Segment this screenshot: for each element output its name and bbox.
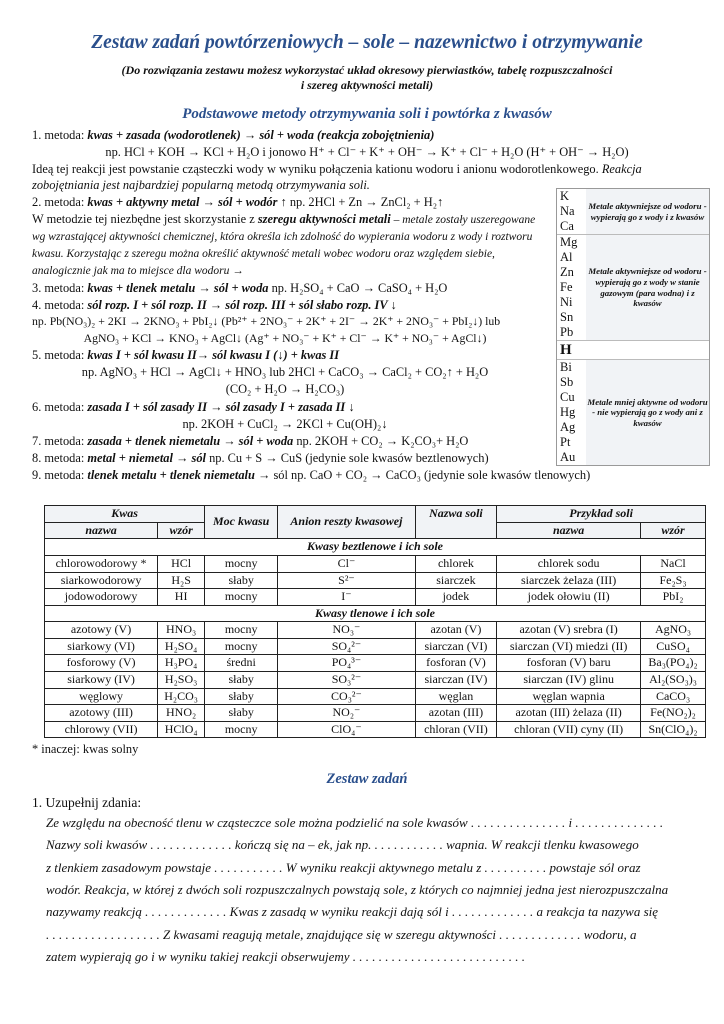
- element-symbol: H: [560, 342, 572, 358]
- header-moc: Moc kwasu: [205, 506, 278, 539]
- acid-formula: HNO₂: [158, 705, 205, 722]
- acid-name: chlorowy (VII): [45, 721, 158, 738]
- method-number: 9. metoda:: [32, 468, 88, 482]
- anion: I⁻: [278, 589, 415, 606]
- method-title: kwas I + sól kwasu II→ sól kwasu I (↓) + kwas II: [87, 348, 340, 363]
- method-2-text: [32, 211, 538, 279]
- acid-name: węglowy: [45, 688, 158, 705]
- anion: ClO₄⁻: [278, 721, 415, 738]
- activity-series: [556, 188, 710, 466]
- element-symbol: Pb: [560, 325, 574, 339]
- method-example: np. H₂SO₄ + CaO → CaSO₄ + H₂O: [268, 281, 448, 296]
- header-wzor: wzór: [158, 522, 205, 539]
- method-title: kwas + aktywny metal → sól + wodór ↑: [87, 195, 287, 210]
- page-title: Zestaw zadań powtórzeniowych – sole – nazewnictwo i otrzymywanie: [91, 32, 643, 53]
- acid-name: siarkowy (IV): [45, 672, 158, 689]
- example-salt-name: węglan wapnia: [497, 688, 641, 705]
- method-number: 5. metoda:: [32, 348, 88, 363]
- method-4: [32, 297, 538, 313]
- example-salt-name: chlorek sodu: [497, 555, 641, 572]
- method-title: zasada I + sól zasady II → sól zasady I + zasada II ↓: [87, 399, 355, 414]
- example-salt-formula: Fe(NO₂)₂: [641, 705, 706, 722]
- table-row: [45, 622, 706, 639]
- fill-line: . . . . . . . . . . . . . . . . . . Z kwasami reagują metale, znajdujące się w szeregu aktywności . . . . . . . . . . . . . wodoru, a: [46, 926, 637, 942]
- method-number: 3. metoda:: [32, 281, 88, 296]
- header-przyklad: Przykład soli: [497, 506, 706, 523]
- footnote: * inaczej: kwas solny: [32, 742, 139, 757]
- method-text: W metodzie tej niezbędne jest skorzystanie z: [32, 212, 258, 227]
- acid-name: jodowodorowy: [45, 589, 158, 606]
- section-title: Podstawowe metody otrzymywania soli i powtórka z kwasów: [182, 106, 552, 123]
- example-salt-name: siarczan (VI) miedzi (II): [497, 638, 641, 655]
- salt-name: chlorek: [415, 555, 497, 572]
- fill-line: zatem wypierają go i w wyniku takiej reakcji obserwujemy . . . . . . . . . . . . . . . . . . . . . . . . . . .: [46, 949, 526, 965]
- tasks-title: Zestaw zadań: [326, 770, 408, 787]
- fill-line: Nazwy soli kwasów . . . . . . . . . . . . . kończą się na – ek, jak np. . . . . . . . . . . . wapnia. W reakcji tlenku kwasowego: [46, 837, 639, 853]
- method-5-example: (CO₂ + H₂O → H₂CO₃): [225, 382, 345, 397]
- method-number: 4. metoda:: [32, 298, 88, 313]
- element-symbol: Ca: [560, 219, 574, 233]
- acid-formula: HI: [158, 589, 205, 606]
- task-1-text: [32, 812, 702, 969]
- table-row: [45, 638, 706, 655]
- example-salt-formula: PbI₂: [641, 589, 706, 606]
- method-4-example: AgNO₃ + KCl → KNO₃ + AgCl↓ (Ag⁺ + NO₃⁻ + K⁺ + Cl⁻ → K⁺ + NO₃⁻ + AgCl↓): [83, 330, 487, 345]
- instructions-note: [32, 63, 702, 93]
- salt-name: węglan: [415, 688, 497, 705]
- table-row: [45, 705, 706, 722]
- acid-strength: słaby: [205, 705, 278, 722]
- example-salt-formula: NaCl: [641, 555, 706, 572]
- salt-name: siarczan (IV): [415, 672, 497, 689]
- element-symbol: Cu: [560, 390, 575, 404]
- anion: PO₄³⁻: [278, 655, 415, 672]
- note-line: i szereg aktywności metali): [300, 78, 434, 93]
- example-salt-formula: Ba₃(PO₄)₂: [641, 655, 706, 672]
- element-symbol: Na: [560, 204, 575, 218]
- acid-formula: HNO₃: [158, 622, 205, 639]
- method-2: [32, 194, 538, 210]
- anion: NO₂⁻: [278, 705, 415, 722]
- acid-formula: H₃PO₄: [158, 655, 205, 672]
- element-symbol: Al: [560, 250, 573, 264]
- header-nazwa: nazwa: [497, 522, 641, 539]
- anion: S²⁻: [278, 572, 415, 589]
- element-symbol: Zn: [560, 265, 574, 279]
- salt-name: jodek: [415, 589, 497, 606]
- method-example: sól np. CaO + CO₂ → CaCO₃ (jedynie sole kwasów tlenowych): [270, 468, 591, 482]
- acid-strength: mocny: [205, 555, 278, 572]
- header-wzor: wzór: [641, 522, 706, 539]
- salt-name: siarczan (VI): [415, 638, 497, 655]
- method-title: sól rozp. I + sól rozp. II → sól rozp. III + sól słabo rozp. IV ↓: [87, 298, 397, 313]
- group-row: Kwasy tlenowe i ich sole: [45, 605, 706, 622]
- anion: Cl⁻: [278, 555, 415, 572]
- method-title: kwas + tlenek metalu → sól + woda: [87, 281, 269, 296]
- series-description: Metale aktywniejsze od wodoru - wypierają go z wody i z kwasów: [586, 189, 709, 234]
- example-salt-formula: Al₂(SO₃)₃: [641, 672, 706, 689]
- method-text-italic: – metale zostały uszeregowane wg wzrastającej aktywności chemicznej, która określa ich zdolność do wypierania wodoru z wody i roztworu kwasu. Korzystając z szeregu można określić aktywność metali wobec wodoru oraz względem siebie, analogicznie jak ma to miejsce dla wodoru →: [32, 214, 536, 278]
- method-6: [32, 399, 538, 415]
- header-kwas: Kwas: [45, 506, 205, 523]
- salt-name: azotan (V): [415, 622, 497, 639]
- method-text-italic: Reakcja zobojętniania jest najbardziej popularną metodą otrzymywania soli.: [32, 162, 642, 193]
- method-example: np. 2HCl + Zn → ZnCl₂ + H₂↑: [286, 195, 444, 210]
- header-anion: Anion reszty kwasowej: [278, 506, 415, 539]
- method-number: 1. metoda:: [32, 127, 88, 142]
- acid-formula: HCl: [158, 555, 205, 572]
- method-3: [32, 280, 538, 296]
- table-row: [45, 688, 706, 705]
- method-title: kwas + zasada (wodorotlenek) → sól + woda (reakcja zobojętnienia): [87, 127, 435, 142]
- table-row: [45, 555, 706, 572]
- method-text: Ideą tej reakcji jest powstanie cząsteczki wody w wyniku połączenia kationu wodoru i anionu wodorotlenkowego.: [32, 162, 599, 177]
- series-group-active: [557, 189, 709, 235]
- salt-name: azotan (III): [415, 705, 497, 722]
- element-symbol: Bi: [560, 360, 572, 374]
- example-salt-name: azotan (V) srebra (I): [497, 622, 641, 639]
- method-number: 2. metoda:: [32, 195, 88, 210]
- acid-name: fosforowy (V): [45, 655, 158, 672]
- acid-formula: H₂S: [158, 572, 205, 589]
- fill-line: z tlenkiem zasadowym powstaje . . . . . . . . . . . W wyniku reakcji aktywnego metalu z . . . . . . . . . . powstaje sól oraz: [46, 859, 641, 875]
- element-symbol: Hg: [560, 405, 576, 419]
- example-salt-name: azotan (III) żelaza (II): [497, 705, 641, 722]
- method-title: tlenek metalu + tlenek niemetalu →: [87, 468, 271, 482]
- anion: NO₃⁻: [278, 622, 415, 639]
- fill-line: Ze względu na obecność tlenu w cząsteczce sole można podzielić na sole kwasów . . . . . . . . . . . . . . . i . . . . . . . . . . . . . .: [46, 814, 664, 830]
- note-line: (Do rozwiązania zestawu możesz wykorzystać układ okresowy pierwiastków, tabelę rozpuszczalności: [121, 63, 613, 78]
- acid-name: siarkowodorowy: [45, 572, 158, 589]
- method-title: metal + niemetal → sól: [87, 450, 206, 465]
- method-1-example: np. HCl + KOH → KCl + H₂O i jonowo H⁺ + Cl⁻ + K⁺ + OH⁻ → K⁺ + Cl⁻ + H₂O (H⁺ + OH⁻ → H₂O): [105, 144, 629, 159]
- salt-name: fosforan (V): [415, 655, 497, 672]
- acid-formula: H₂SO₄: [158, 638, 205, 655]
- element-symbol: Sn: [560, 310, 574, 324]
- anion: CO₃²⁻: [278, 688, 415, 705]
- series-elements: [557, 189, 586, 234]
- method-6-example: np. 2KOH + CuCl₂ → 2KCl + Cu(OH)₂↓: [182, 416, 388, 431]
- acid-strength: mocny: [205, 638, 278, 655]
- table-row: [45, 672, 706, 689]
- series-elements: [557, 360, 586, 465]
- series-description: Metale aktywniejsze od wodoru - wypierają go z wody w stanie gazowym (para wodna) i z kwasów: [586, 235, 709, 340]
- table-row: [45, 572, 706, 589]
- method-number: 6. metoda:: [32, 399, 88, 414]
- acid-formula: H₂CO₃: [158, 688, 205, 705]
- series-group-hydrogen: [557, 341, 709, 360]
- fill-line: wodór. Reakcja, w której z dwóch soli rozpuszczalnych powstają sole, z których co najmniej jedna jest nierozpuszczalna: [46, 882, 669, 898]
- element-symbol: Sb: [560, 375, 574, 389]
- acid-strength: słaby: [205, 688, 278, 705]
- salt-name: siarczek: [415, 572, 497, 589]
- element-symbol: Fe: [560, 280, 573, 294]
- series-group-noble: [557, 360, 709, 465]
- acid-name: chlorowodorowy *: [45, 555, 158, 572]
- method-number: 7. metoda:: [32, 433, 88, 448]
- method-1: [32, 127, 702, 143]
- example-salt-formula: Sn(ClO₄)₂: [641, 721, 706, 738]
- example-salt-name: jodek ołowiu (II): [497, 589, 641, 606]
- table-row: [45, 589, 706, 606]
- salt-name: chloran (VII): [415, 721, 497, 738]
- method-5-example: np. AgNO₃ + HCl → AgCl↓ + HNO₃ lub 2HCl + CaCO₃ → CaCl₂ + CO₂↑ + H₂O: [81, 365, 489, 380]
- method-text-bold: szeregu aktywności metali: [257, 212, 391, 227]
- anion: SO₄²⁻: [278, 638, 415, 655]
- example-salt-name: fosforan (V) baru: [497, 655, 641, 672]
- method-number: 8. metoda:: [32, 450, 88, 465]
- element-symbol: Pt: [560, 435, 571, 449]
- table-row: [45, 655, 706, 672]
- anion: SO₃²⁻: [278, 672, 415, 689]
- example-salt-formula: AgNO₃: [641, 622, 706, 639]
- series-description: Metale mniej aktywne od wodoru - nie wypierają go z wody ani z kwasów: [586, 360, 709, 465]
- method-9: [32, 467, 702, 483]
- example-salt-formula: CuSO₄: [641, 638, 706, 655]
- acid-name: azotowy (III): [45, 705, 158, 722]
- acid-name: azotowy (V): [45, 622, 158, 639]
- table-row: [45, 721, 706, 738]
- table-header: [45, 506, 706, 539]
- acids-salts-table: [44, 505, 706, 738]
- acid-strength: mocny: [205, 589, 278, 606]
- acid-strength: średni: [205, 655, 278, 672]
- method-5: [32, 347, 538, 363]
- method-example: np. Cu + S → CuS (jedynie sole kwasów beztlenowych): [205, 450, 489, 465]
- method-title: zasada + tlenek niemetalu → sól + woda: [87, 433, 294, 448]
- table-body: [45, 539, 706, 738]
- series-group-steam: [557, 235, 709, 341]
- acid-strength: słaby: [205, 572, 278, 589]
- acid-name: siarkowy (VI): [45, 638, 158, 655]
- series-elements: [557, 341, 586, 359]
- acid-strength: mocny: [205, 721, 278, 738]
- fill-line: nazywamy reakcją . . . . . . . . . . . . . Kwas z zasadą w wyniku reakcji dają sól i . . . . . . . . . . . . . a reakcja ta nazywa się: [46, 904, 659, 920]
- example-salt-name: siarczan (IV) glinu: [497, 672, 641, 689]
- example-salt-name: siarczek żelaza (III): [497, 572, 641, 589]
- series-description: [586, 341, 709, 359]
- acid-formula: HClO₄: [158, 721, 205, 738]
- header-nazwa-soli: Nazwa soli: [415, 506, 497, 539]
- acid-formula: H₂SO₃: [158, 672, 205, 689]
- element-symbol: Au: [560, 450, 576, 464]
- example-salt-formula: Fe₂S₃: [641, 572, 706, 589]
- acid-strength: mocny: [205, 622, 278, 639]
- element-symbol: K: [560, 189, 570, 203]
- acid-strength: słaby: [205, 672, 278, 689]
- method-4-example: np. Pb(NO₃)₂ + 2KI → 2KNO₃ + PbI₂↓ (Pb²⁺ + 2NO₃⁻ + 2K⁺ + 2I⁻ → 2K⁺ + 2NO₃⁻ + PbI₂↓) lub: [32, 314, 501, 329]
- example-salt-formula: CaCO₃: [641, 688, 706, 705]
- method-example: np. 2KOH + CO₂ → K₂CO₃+ H₂O: [293, 433, 469, 448]
- series-elements: [557, 235, 586, 340]
- group-row: Kwasy beztlenowe i ich sole: [45, 539, 706, 556]
- element-symbol: Ag: [560, 420, 576, 434]
- header-nazwa: nazwa: [45, 522, 158, 539]
- example-salt-name: chloran (VII) cyny (II): [497, 721, 641, 738]
- element-symbol: Ni: [560, 295, 573, 309]
- task-1-label: 1. Uzupełnij zdania:: [32, 795, 142, 811]
- element-symbol: Mg: [560, 235, 578, 249]
